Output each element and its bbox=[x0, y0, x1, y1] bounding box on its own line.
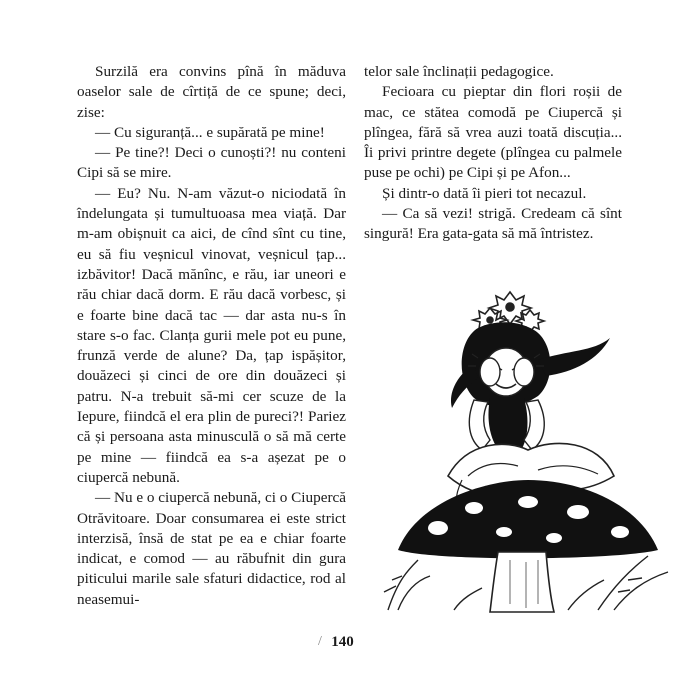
paragraph: — Ca să vezi! strigă. Credeam că sînt singură! Era gata-gata să mă întristez. bbox=[364, 205, 622, 243]
page-number: 140 bbox=[331, 634, 354, 650]
paragraph: Și dintr-o dată îi pieri tot necazul. bbox=[382, 184, 587, 202]
paragraph: — Pe tine?! Deci o cunoști?! nu conteni Cipi să se mire. bbox=[77, 144, 346, 182]
paragraph: — Eu? Nu. N-am văzut-o niciodată în îndelungata și tumultuoasa mea viață. Dar m-am obișnuit ca aici, de cînd sînt cu tine, eu să fiu veșnicul vinovat, veșnicul țap... izbăvitor! Dacă mănînc, e rău, iar uneori e rău chiar dacă dorm. E rău dacă vorbesc, și e foarte bine dacă tac — dar asta nu-s în stare s-o fac. Clanța gurii mele pot eu pune, frunză verde de alune? Da, țap ispășitor, douăzeci și cinci de ore din douăzeci și patru. N-a trebuit să-mi cer scuze de la Iepure, fiindcă el era plin de pureci?! Pariez că și persoana asta minusculă o să mă certe pe mine — fiindcă ea s-a așezat pe o ciupercă nebună. bbox=[77, 184, 346, 486]
crying-girl-on-mushroom-illustration bbox=[378, 280, 678, 620]
left-text-column bbox=[77, 62, 346, 610]
paragraph: Fecioara cu pieptar din flori roșii de mac, ce stătea comodă pe Ciupercă și plîngea, fără să vrea auzi toată discuția... Îi privi printre degete (plîngea cu palmele puse pe ochi) pe Cipi și pe Afon... bbox=[364, 83, 622, 182]
scan-mark: / bbox=[318, 634, 322, 649]
paragraph: Surzilă era convins pînă în măduva oaselor sale de cîrtiță de ce spune; deci, zise: bbox=[77, 63, 346, 121]
right-text-column bbox=[364, 62, 622, 245]
paragraph: — Cu siguranță... e supărată pe mine! bbox=[95, 123, 325, 141]
paragraph: telor sale înclinații pedagogice. bbox=[364, 63, 554, 80]
paragraph: — Nu e o ciupercă nebună, ci o Ciupercă Otrăvitoare. Doar consumarea ei este strict interzisă, însă de stat pe ea e chiar foarte indicat, e comod — au răbufnit din gura piticului marile sale sfaturi didactice, rod al neasemui- bbox=[77, 489, 346, 608]
